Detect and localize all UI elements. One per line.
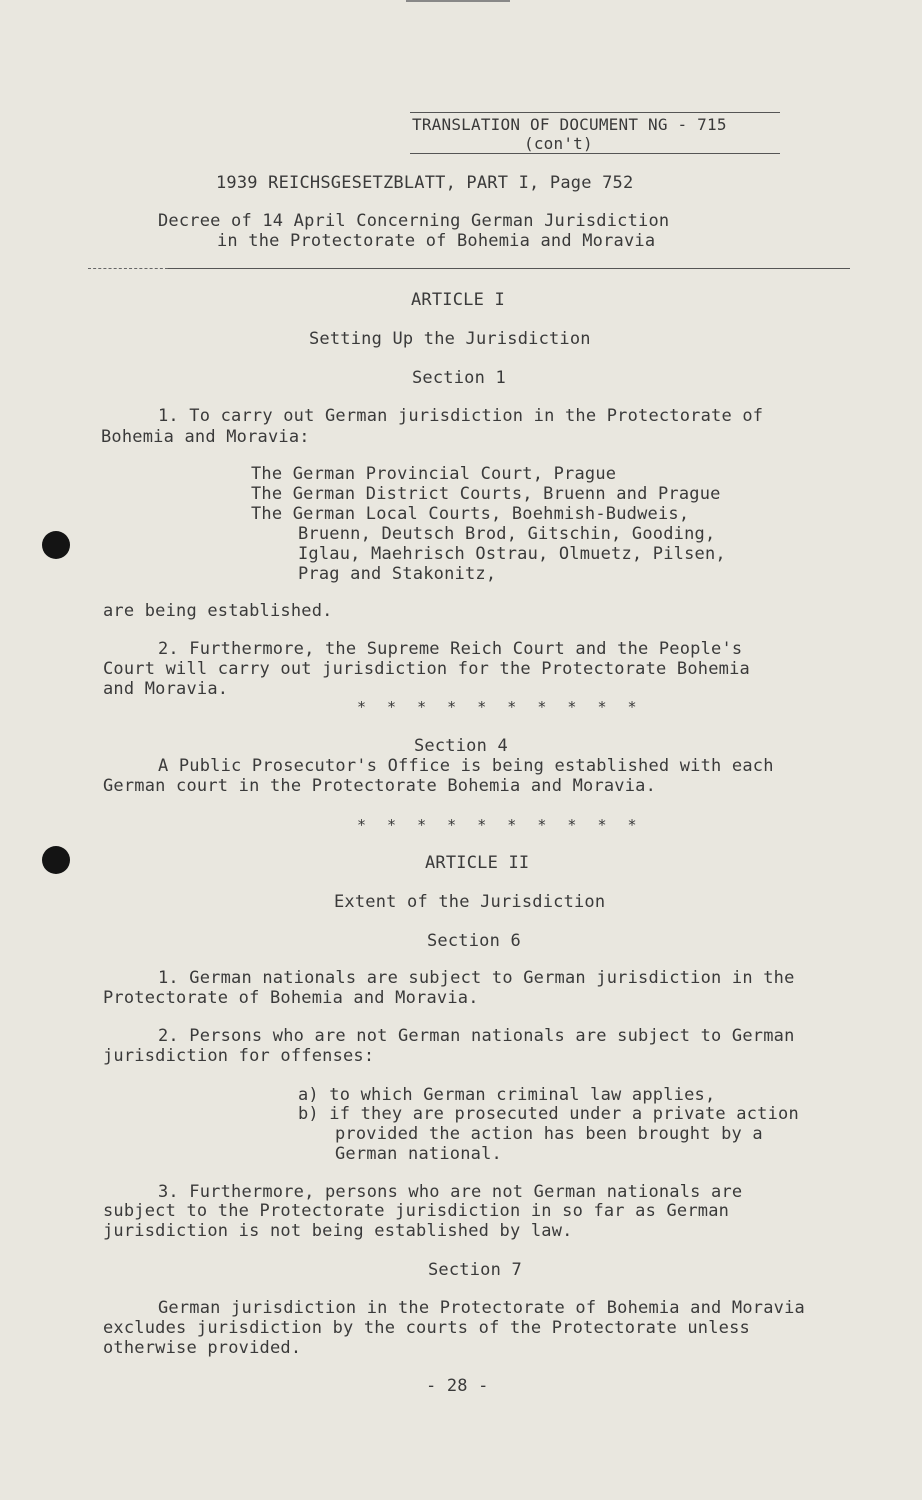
separator-dashed <box>88 268 168 269</box>
section-4-line-1: A Public Prosecutor's Office is being established with each <box>158 756 774 776</box>
section-6-para-3-line-1: 3. Furthermore, persons who are not German nationals are <box>158 1182 743 1202</box>
section-6-para-1-line-2: Protectorate of Bohemia and Moravia. <box>103 988 479 1008</box>
section-1-para-2-line-2: Court will carry out jurisdiction for the Protectorate Bohemia <box>103 659 750 679</box>
asterisk-divider-1: * * * * * * * * * * <box>357 698 643 716</box>
separator-line <box>168 268 850 269</box>
section-6-heading: Section 6 <box>427 931 521 951</box>
article-1-heading: ARTICLE I <box>411 290 505 310</box>
section-7-heading: Section 7 <box>428 1260 522 1280</box>
section-6-para-3-line-2: subject to the Protectorate jurisdiction in so far as German <box>103 1201 730 1221</box>
section-4-line-2: German court in the Protectorate Bohemia and Moravia. <box>103 776 657 796</box>
section-1-para-1-line-2: Bohemia and Moravia: <box>101 427 310 447</box>
title-overline <box>410 112 780 113</box>
punch-hole-bottom <box>42 846 70 874</box>
court-line-6: Prag and Stakonitz, <box>298 564 497 584</box>
section-6-para-3-line-3: jurisdiction is not being established by law. <box>103 1221 573 1241</box>
court-line-1: The German Provincial Court, Prague <box>251 464 617 484</box>
top-edge-mark <box>406 0 510 2</box>
list-item-b-line-2: provided the action has been brought by a <box>335 1124 763 1144</box>
section-1-heading: Section 1 <box>412 368 506 388</box>
section-4-heading: Section 4 <box>414 736 508 756</box>
document-title: TRANSLATION OF DOCUMENT NG - 715 <box>412 115 727 134</box>
asterisk-divider-2: * * * * * * * * * * <box>357 816 643 834</box>
source-citation: 1939 REICHSGESETZBLATT, PART I, Page 752 <box>216 173 634 193</box>
page-number: - 28 - <box>426 1376 489 1396</box>
list-item-b-line-1: b) if they are prosecuted under a private action <box>298 1104 799 1124</box>
section-1-para-2-line-3: and Moravia. <box>103 679 229 699</box>
decree-title-line1: Decree of 14 April Concerning German Jurisdiction <box>158 211 670 231</box>
continued-label: (con't) <box>524 134 593 153</box>
article-2-subheading: Extent of the Jurisdiction <box>334 892 606 912</box>
court-line-3: The German Local Courts, Boehmish-Budweis, <box>251 504 690 524</box>
established-text: are being established. <box>103 601 333 621</box>
section-6-para-1-line-1: 1. German nationals are subject to German jurisdiction in the <box>158 968 795 988</box>
article-1-subheading: Setting Up the Jurisdiction <box>309 329 591 349</box>
list-item-a: a) to which German criminal law applies, <box>298 1085 716 1105</box>
section-7-line-3: otherwise provided. <box>103 1338 302 1358</box>
title-underline <box>410 153 780 154</box>
section-1-para-1-line-1: 1. To carry out German jurisdiction in the Protectorate of <box>158 406 764 426</box>
article-2-heading: ARTICLE II <box>425 853 530 873</box>
section-7-line-2: excludes jurisdiction by the courts of the Protectorate unless <box>103 1318 750 1338</box>
list-item-b-line-3: German national. <box>335 1144 502 1164</box>
section-6-para-2-line-1: 2. Persons who are not German nationals are subject to German <box>158 1026 795 1046</box>
court-line-2: The German District Courts, Bruenn and Prague <box>251 484 721 504</box>
section-6-para-2-line-2: jurisdiction for offenses: <box>103 1046 375 1066</box>
decree-title-line2: in the Protectorate of Bohemia and Moravia <box>217 231 656 251</box>
section-7-line-1: German jurisdiction in the Protectorate of Bohemia and Moravia <box>158 1298 805 1318</box>
punch-hole-top <box>42 531 70 559</box>
court-line-5: Iglau, Maehrisch Ostrau, Olmuetz, Pilsen, <box>298 544 726 564</box>
court-line-4: Bruenn, Deutsch Brod, Gitschin, Gooding, <box>298 524 716 544</box>
section-1-para-2-line-1: 2. Furthermore, the Supreme Reich Court and the People's <box>158 639 743 659</box>
